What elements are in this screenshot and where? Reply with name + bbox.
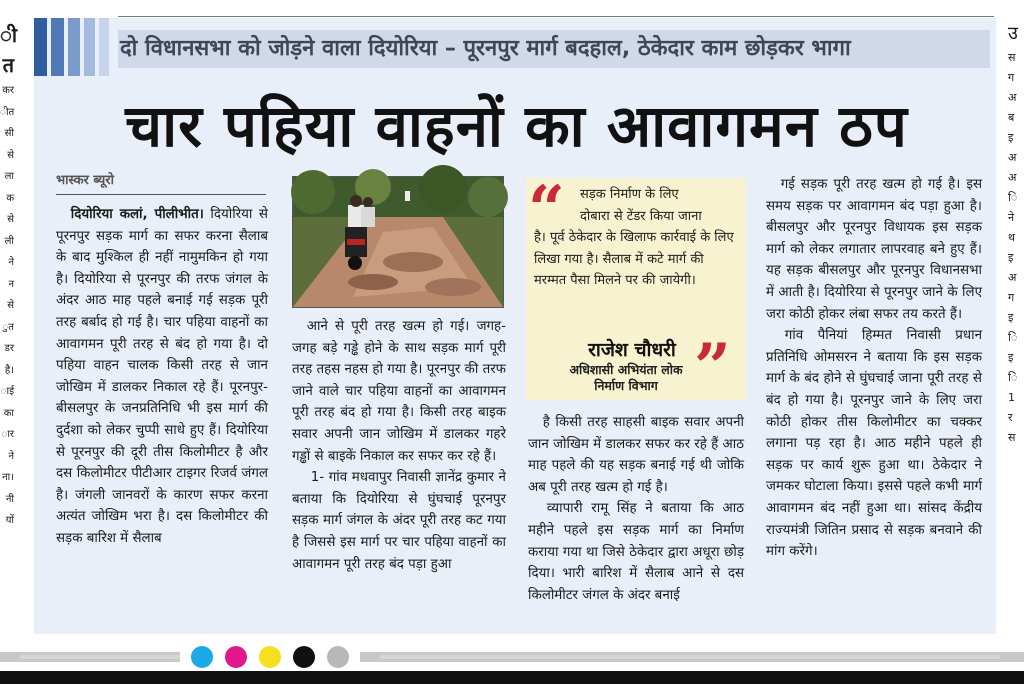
edge-fragment: स (1008, 431, 1016, 444)
bottom-band (0, 671, 1024, 684)
edge-fragment: ने (1008, 211, 1015, 224)
column-3-paragraph-2: व्यापारी रामू सिंह ने बताया कि आठ महीने पहले इस सड़क मार्ग का निर्माण कराया गया था जिसे ठेकेदार द्वारा अधूरा छोड़ दिया। भारी बारिश में सैलाब आने से दस किलोमीटर जंगल के अंदर बनाई (528, 501, 744, 603)
edge-fragment: ला (4, 171, 14, 182)
dateline: दियोरिया कलां, पीलीभीत। (70, 207, 204, 222)
edge-fragment: ाई (0, 386, 14, 397)
edge-fragment: सी (4, 128, 14, 139)
top-rule (118, 16, 994, 17)
edge-fragment: कर (2, 85, 14, 96)
column-4-paragraph-1: गई सड़क पूरी तरह खत्म हो गई है। इस समय सड़क पर आवागमन बंद पड़ा हुआ है। बीसलपुर और पूरनपुर विधायक इस सड़क मार्ग को लेकर लगातार लापरवाह बने हुए हैं। यह सड़क बीसलपुर और पूरनपुर विधानसभा में आती है। दियोरिया से पूरनपुर जाने के लिए जरा कोठी होकर लंबा सफर तय करते हैं। (766, 177, 982, 322)
edge-fragment: ली (4, 235, 14, 247)
open-quote-icon: “ (528, 172, 565, 247)
edge-fragment: इ (1008, 351, 1014, 364)
article-column-3 (528, 412, 744, 634)
yellow-registration-dot (259, 646, 281, 668)
article-column-1 (56, 204, 268, 632)
edge-fragment: अ (1008, 171, 1017, 184)
edge-fragment: ग (1008, 291, 1015, 304)
edge-fragment: ीत (0, 106, 15, 118)
grey-registration-dot (327, 646, 349, 668)
cyan-registration-dot (191, 646, 213, 668)
edge-fragment: स (1008, 51, 1016, 64)
edge-fragment: अ (1008, 271, 1017, 284)
byline-rule (56, 194, 266, 195)
edge-fragment: र (1008, 411, 1013, 424)
edge-fragment: इ (1008, 311, 1014, 324)
edge-fragment: ि (1008, 191, 1018, 204)
edge-fragment: थ (1008, 231, 1016, 244)
edge-fragment: ग (1008, 71, 1015, 84)
article-column-4 (766, 174, 982, 634)
article-column-2 (292, 316, 506, 634)
quote-person-role: अधिशासी अभियंता लोक निर्माण विभाग (569, 362, 683, 393)
edge-fragment: का (3, 407, 14, 419)
quote-person-name: राजेश चौधरी (588, 339, 676, 361)
black-registration-dot (293, 646, 315, 668)
close-quote-icon: ” (694, 330, 731, 405)
decorative-bars (34, 18, 109, 76)
edge-fragment: ने (8, 450, 14, 462)
adjacent-column-right (1008, 20, 1024, 610)
edge-fragment: अ (1008, 151, 1017, 164)
column-4-paragraph-2: गांव पैनियां हिम्मत निवासी प्रधान प्रतिनिधि ओमसरन ने बताया कि इस सड़क मार्ग के बंद होने से घुंघचाई जाना पूरी तरह से बंद हो गया है। पूरनपुर जाने के लिए जरा कोठी होकर तीस किलोमीटर का चक्कर लगाना पड़ रहा है। आठ महीने पहले ही सड़क पर कार्य शुरू हुआ था। ठेकेदार ने जमकर घोटाला किया। इससे पहले कभी मार्ग आवागमन बंद नहीं हुआ था। सांसद केंद्रीय राज्यमंत्री जितिन प्रसाद से सड़क बनवाने की मांग करेंगे। (766, 328, 982, 560)
main-headline: चार पहिया वाहनों का आवागमन ठप (125, 92, 908, 160)
article-panel (34, 18, 996, 634)
edge-fragment: ि (1008, 331, 1018, 344)
edge-fragment: ना। (2, 472, 14, 483)
column-2-paragraph-2: 1- गांव मधवापुर निवासी ज्ञानेंद्र कुमार ने बताया कि दियोरिया से घुंघचाई पूरनपुर सड़क मार्ग जंगल के अंदर पूरी तरह कट गया है जिससे इस मार्ग पर चार पहिया वाहनों का आवागमन पूरी तरह बंद पड़ा हुआ (292, 470, 506, 572)
edge-fragment: डर (4, 343, 14, 354)
edge-fragment: ुत (2, 321, 14, 333)
edge-fragment: ि (1008, 371, 1018, 384)
edge-fragment: से (7, 149, 14, 161)
adjacent-column-left (0, 20, 18, 610)
edge-fragment: उ (1008, 23, 1018, 44)
quote-box (526, 172, 746, 405)
magenta-registration-dot (225, 646, 247, 668)
edge-fragment: से (7, 214, 14, 225)
quote-text: सड़क निर्माण के लिए दोबारा से टेंडर किया जाना है। पूर्व ठेकेदार के खिलाफ कार्रवाई के लिए लिखा गया है। सैलाब में कटे मार्ग की मरम्मत पैसा मिलने पर की जायेगी। (534, 187, 734, 288)
edge-fragment: ार (1, 429, 14, 440)
edge-fragment: से (7, 300, 14, 311)
edge-fragment: क (6, 192, 14, 204)
edge-fragment: ने (8, 257, 14, 268)
column-1-text: दियोरिया से पूरनपुर सड़क मार्ग का सफर करना सैलाब के बाद मुश्किल ही नहीं नामुमकिन हो गया है। दियोरिया से पूरनपुर की तरफ जंगल के अंदर आठ माह पहले बनाई गई सड़क पूरी तरह बर्बाद हो गई है। चार पहिया वाहनों का आवागमन पूरी तरह से बंद हो गया है। दो पहिया वाहन चालक किसी तरह से जान जोखिम में डालकर निकाल रहे हैं। पूरनपुर-बीसलपुर के जनप्रतिनिधि भी इस मार्ग की दुर्दशा को लेकर चुप्पी साधे हुए हैं। दियोरिया से पूरनपुर की दूरी तीस किलोमीटर है और दस किलोमीटर पीटीआर टाइगर रिजर्व जंगल है। जंगली जानवरों के कारण सफर करना अत्यंत जोखिम भरा है। दस किलोमीटर की सड़क बारिश में सैलाब (56, 207, 268, 546)
edge-fragment: त (2, 53, 14, 77)
edge-fragment: ब (1008, 111, 1015, 124)
edge-fragment: है। (4, 364, 14, 376)
edge-fragment: यों (5, 515, 14, 526)
edge-fragment: अ (1008, 91, 1017, 104)
edge-fragment: ी (0, 23, 18, 47)
edge-fragment: इ (1008, 131, 1014, 144)
road-photo (292, 176, 504, 308)
column-2-paragraph-1: आने से पूरी तरह खत्म हो गई। जगह-जगह बड़े गड्ढे होने के साथ सड़क मार्ग पूरी तरह तहस नहस हो गया है। पूरनपुर की तरफ जाने वाले चार पहिया वाहनों का आवागमन पूरी तरह बंद हो गया है। किसी तरह बाइक सवार अपनी जान जोखिम में डालकर गहरे गड्ढों से बाइकें निकाल कर सफर कर रहे हैं। (292, 319, 506, 464)
edge-fragment: 1 (1008, 391, 1015, 404)
kicker-headline: दो विधानसभा को जोड़ने वाला दियोरिया – पूरनपुर मार्ग बदहाल, ठेकेदार काम छोड़कर भागा (118, 30, 990, 68)
edge-fragment: न (8, 278, 14, 290)
edge-fragment: इ (1008, 251, 1014, 264)
byline: भास्कर ब्यूरो (56, 173, 114, 188)
column-3-paragraph-1: है किसी तरह साहसी बाइक सवार अपनी जान जोखिम में डालकर सफर कर रहे हैं आठ माह पहले की यह सड़क बनाई गई थी जोकि अब पूरी तरह खत्म हो गई है। (528, 415, 744, 495)
edge-fragment: नी (5, 493, 14, 505)
